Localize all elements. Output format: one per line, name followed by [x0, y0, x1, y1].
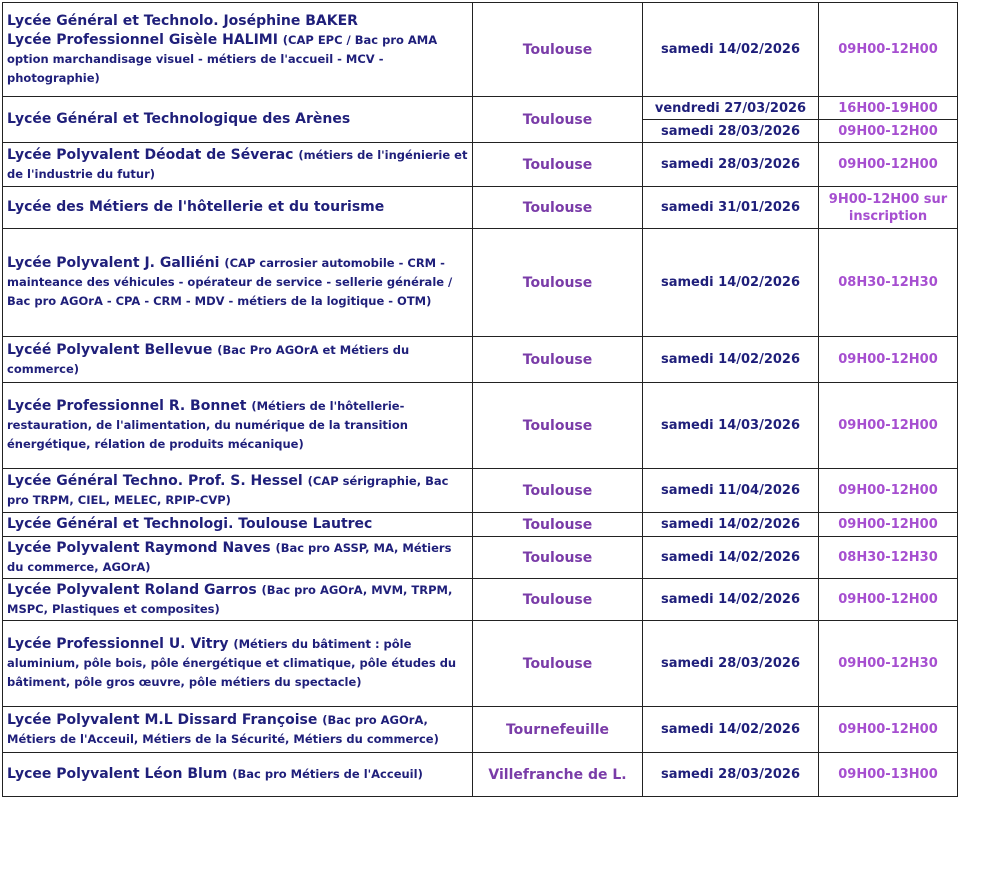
- school-name: Lycée Professionnel U. Vitry: [7, 636, 229, 652]
- school-name: Lycée Général et Technologi. Toulouse Lautrec: [7, 516, 373, 532]
- time-cell: 08H30-12H30: [819, 229, 958, 337]
- table-row: [3, 469, 958, 513]
- date-cell: samedi 14/02/2026: [643, 337, 819, 383]
- city-cell: Toulouse: [473, 579, 643, 621]
- programs-detail: (Bac Pro AGOrA et Métiers du commerce): [7, 342, 410, 376]
- city-cell: Toulouse: [473, 3, 643, 97]
- time-cell: 09H00-12H00: [819, 707, 958, 753]
- table-row: [3, 143, 958, 187]
- date-cell: samedi 14/03/2026: [643, 383, 819, 469]
- programs-detail: (Métiers du bâtiment : pôle aluminium, pôle bois, pôle énergétique et climatique, pôle études du bâtiment, pôle gros œuvre, pôle métiers du spectacle): [7, 637, 457, 689]
- city-cell: Toulouse: [473, 187, 643, 229]
- table-row: [3, 383, 958, 469]
- date-cell: vendredi 27/03/2026: [643, 97, 819, 120]
- table-row: [3, 3, 958, 97]
- school-name-cell: [3, 97, 473, 143]
- school-name: Lycée Général Techno. Prof. S. Hessel: [7, 472, 303, 489]
- school-name-cell: [3, 229, 473, 337]
- date-cell: samedi 14/02/2026: [643, 513, 819, 537]
- school-name: Lycée Polyvalent Déodat de Séverac: [7, 146, 294, 163]
- school-name: Lycée Général et Technolo. Joséphine BAKER: [7, 12, 358, 29]
- programs-detail: (CAP carrosier automobile - CRM - mainteance des véhicules - opérateur de service - sellerie générale / Bac pro AGOrA - CPA - CRM - MDV - métiers de la logitique - OTM): [7, 256, 453, 308]
- school-name: Lycée des Métiers de l'hôtellerie et du tourisme: [7, 199, 385, 215]
- programs-detail: (Bac pro ASSP, MA, Métiers du commerce, AGOrA): [7, 540, 452, 574]
- time-cell: 09H00-12H00: [819, 513, 958, 537]
- open-days-table: [2, 2, 958, 797]
- school-name: Lycée Polyvalent Raymond Naves: [7, 539, 271, 556]
- time-cell: 09H00-12H00: [819, 337, 958, 383]
- school-name-cell: [3, 513, 473, 537]
- table-row: [3, 187, 958, 229]
- table-row: [3, 579, 958, 621]
- city-cell: Toulouse: [473, 621, 643, 707]
- time-cell: 08H30-12H30: [819, 537, 958, 579]
- date-cell: samedi 14/02/2026: [643, 707, 819, 753]
- time-cell: 09H00-13H00: [819, 753, 958, 797]
- date-cell: samedi 28/03/2026: [643, 621, 819, 707]
- school-name-cell: [3, 579, 473, 621]
- time-cell: 9H00-12H00 sur inscription: [819, 187, 958, 229]
- time-cell: 09H00-12H00: [819, 120, 958, 143]
- city-cell: Toulouse: [473, 143, 643, 187]
- date-cell: samedi 28/03/2026: [643, 143, 819, 187]
- school-name-cell: [3, 337, 473, 383]
- time-cell: 16H00-19H00: [819, 97, 958, 120]
- table-row: [3, 707, 958, 753]
- city-cell: Toulouse: [473, 513, 643, 537]
- school-name: Lycee Polyvalent Léon Blum: [7, 766, 228, 782]
- city-cell: Toulouse: [473, 229, 643, 337]
- time-cell: 09H00-12H00: [819, 383, 958, 469]
- school-name-cell: [3, 469, 473, 513]
- school-name: Lycée Polyvalent Roland Garros: [7, 581, 257, 598]
- time-cell: 09H00-12H30: [819, 621, 958, 707]
- time-cell: 09H00-12H00: [819, 143, 958, 187]
- table-row: [3, 229, 958, 337]
- table-row: [3, 337, 958, 383]
- school-name: Lycée Polyvalent M.L Dissard Françoise: [7, 711, 318, 728]
- city-cell: Toulouse: [473, 383, 643, 469]
- programs-detail: (Bac pro AGOrA, MVM, TRPM, MSPC, Plastiques et composites): [7, 582, 453, 616]
- date-cell: samedi 14/02/2026: [643, 229, 819, 337]
- city-cell: Toulouse: [473, 97, 643, 143]
- time-cell: 09H00-12H00: [819, 579, 958, 621]
- school-name-cell: [3, 3, 473, 97]
- school-name: Lycéé Polyvalent Bellevue: [7, 341, 213, 358]
- city-cell: Toulouse: [473, 537, 643, 579]
- school-name-cell: [3, 621, 473, 707]
- school-name-cell: [3, 537, 473, 579]
- school-name: Lycée Polyvalent J. Galliéni: [7, 255, 220, 271]
- date-cell: samedi 14/02/2026: [643, 537, 819, 579]
- city-cell: Toulouse: [473, 469, 643, 513]
- school-name-cell: [3, 383, 473, 469]
- programs-detail: (Bac pro AGOrA, Métiers de l'Acceuil, Métiers de la Sécurité, Métiers du commerce): [7, 712, 439, 746]
- table-row: [3, 513, 958, 537]
- date-cell: samedi 14/02/2026: [643, 3, 819, 97]
- city-cell: Toulouse: [473, 337, 643, 383]
- school-name: Lycée Professionnel R. Bonnet: [7, 398, 247, 414]
- city-cell: Villefranche de L.: [473, 753, 643, 797]
- table-row: [3, 621, 958, 707]
- school-name: Lycée Général et Technologique des Arènes: [7, 111, 351, 127]
- programs-detail: (Bac pro Métiers de l'Acceuil): [232, 767, 423, 781]
- city-cell: Tournefeuille: [473, 707, 643, 753]
- date-cell: samedi 31/01/2026: [643, 187, 819, 229]
- date-cell: samedi 28/03/2026: [643, 753, 819, 797]
- date-cell: samedi 28/03/2026: [643, 120, 819, 143]
- programs-detail: (Métiers de l'hôtellerie-restauration, de l'alimentation, du numérique de la transition énergétique, rélation de produits mécanique): [7, 399, 408, 451]
- school-name-cell: [3, 187, 473, 229]
- programs-detail: (CAP sérigraphie, Bac pro TRPM, CIEL, MELEC, RPIP-CVP): [7, 473, 449, 507]
- programs-detail: (métiers de l'ingénierie et de l'industrie du futur): [7, 147, 468, 181]
- time-cell: 09H00-12H00: [819, 3, 958, 97]
- date-cell: samedi 14/02/2026: [643, 579, 819, 621]
- programs-detail: (CAP EPC / Bac pro AMA option marchandisage visuel - métiers de l'accueil - MCV - photographie): [7, 32, 438, 85]
- school-name-cell: [3, 707, 473, 753]
- school-name-cell: [3, 753, 473, 797]
- school-name: Lycée Professionnel Gisèle HALIMI: [7, 31, 278, 48]
- school-name-cell: [3, 143, 473, 187]
- time-cell: 09H00-12H00: [819, 469, 958, 513]
- table-row: [3, 753, 958, 797]
- date-cell: samedi 11/04/2026: [643, 469, 819, 513]
- table-row: [3, 537, 958, 579]
- table-row: [3, 97, 958, 120]
